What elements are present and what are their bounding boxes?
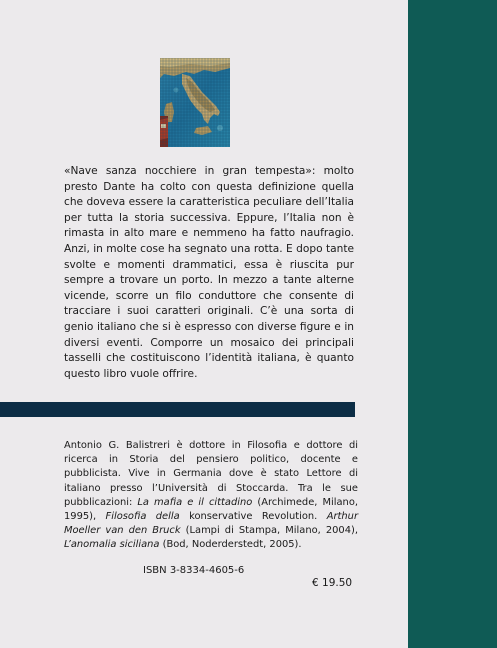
author-bio (64, 439, 358, 553)
book-title: Filosofia della (105, 511, 180, 523)
bio-text: konservative Revolution. (179, 511, 327, 523)
mosaic-map-of-italy-image (160, 58, 230, 147)
bio-text: (Lampi di Stampa, Milano, 2004), (180, 525, 358, 537)
book-title: Arthur Moeller van den Bruck (64, 511, 358, 537)
divider-bar (0, 402, 355, 417)
price-label: € 19.50 (312, 577, 353, 589)
bio-text: (Bod, Noderderstedt, 2005). (159, 539, 302, 551)
book-title: La mafia e il cittadino (137, 496, 253, 508)
blurb-text: «Nave sanza nocchiere in gran tempesta»: molto presto Dante ha colto con questa definizione quella che doveva essere la caratteristica peculiare dell’Italia per tutta la storia successiva. Eppure, l’Italia non è rimasta in alto mare e nemmeno ha fatto naufragio. Anzi, in molte cose ha segnato una rotta. E dopo tante svolte e momenti drammatici, essa è riuscita pur sempre a trovare un porto. In mezzo a tante alterne vicende, scorre un filo conduttore che consente di tracciare i suoi caratteri originali. C’è una sorta di genio italiano che si è espresso con diverse figure e in diversi eventi. Comporre un mosaico dei principali tasselli che costituiscono l’identità italiana, è quanto questo libro vuole offrire. (64, 165, 354, 380)
book-title: L’anomalia siciliana (64, 539, 160, 551)
side-color-band (408, 0, 497, 648)
bio-text: Antonio G. Balistreri è dottore in Filosofia e dottore di ricerca in Storia del pensiero politico, docente e pubblicista. Vive in Germania dove è stato Lettore di italiano presso l’Università di Stoccarda. Tra le sue pubblicazioni: (64, 440, 358, 508)
bio-text: (Archimede, Milano, 1995), (64, 496, 358, 523)
isbn-label: ISBN 3-8334-4605-6 (143, 565, 245, 576)
